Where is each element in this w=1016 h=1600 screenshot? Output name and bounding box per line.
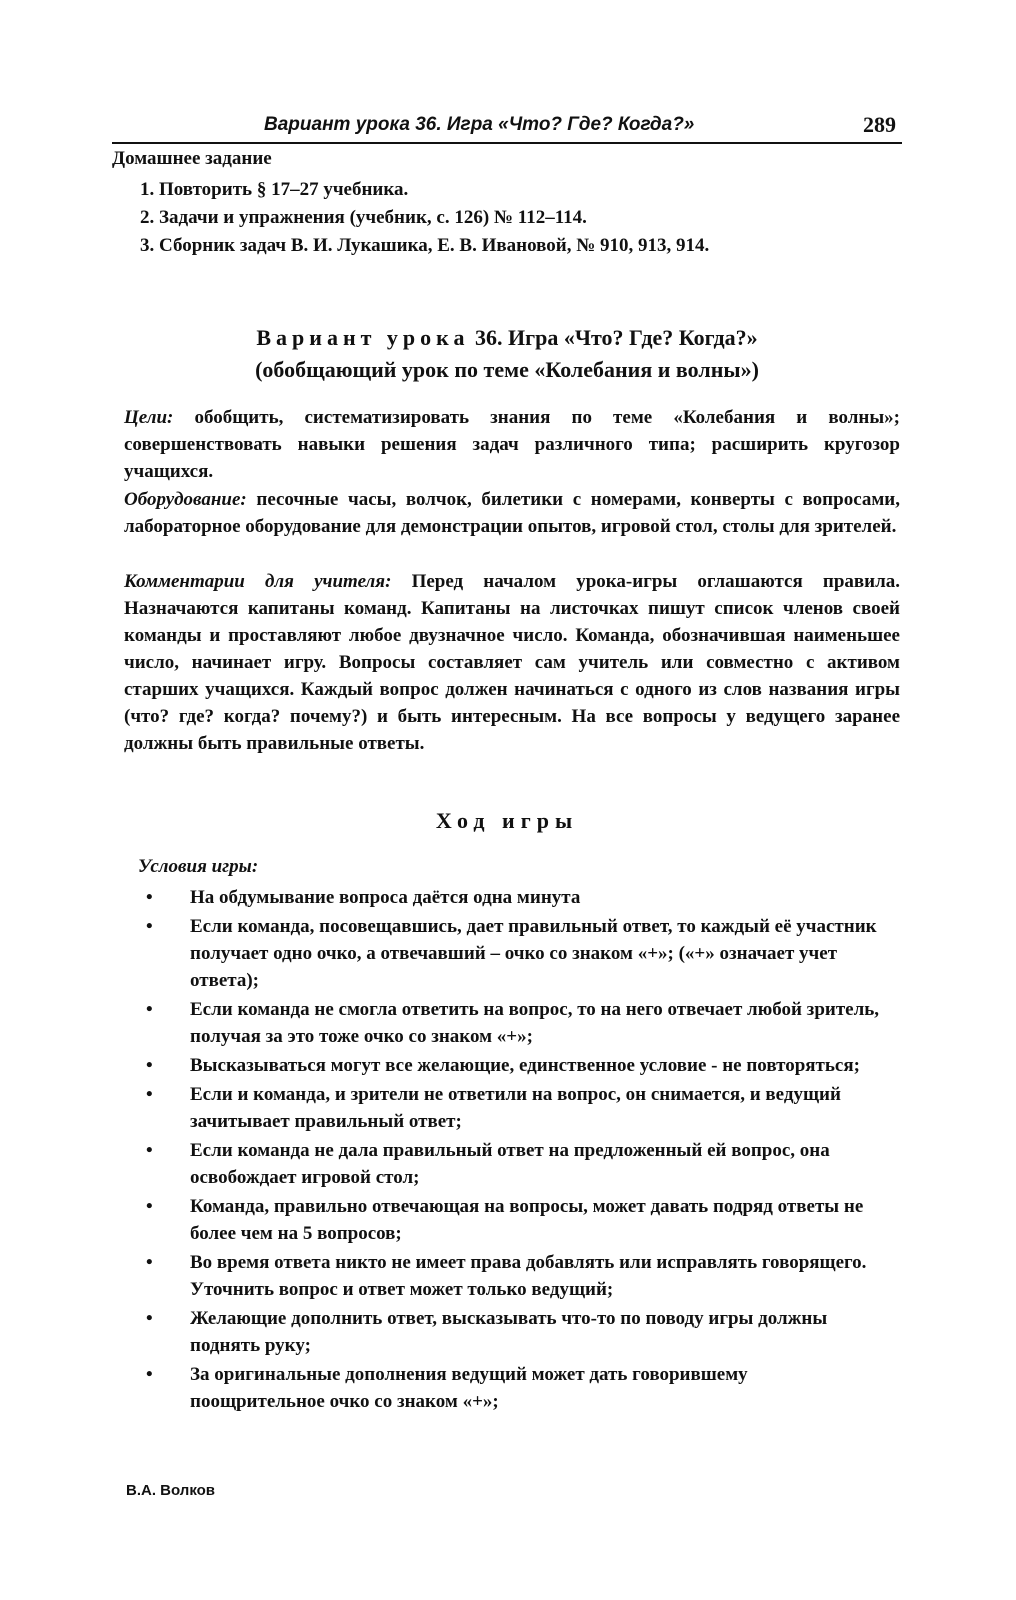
equipment-label: Оборудование:	[124, 489, 247, 510]
equipment-text: песочные часы, волчок, билетики с номерами, конверты с вопросами, лабораторное оборудование для демонстрации опытов, игровой стол, столы для зрителей.	[124, 489, 900, 537]
rule-text: Если команда не смогла ответить на вопрос, то на него отвечает любой зритель, получая за это тоже очко со знаком «+»;	[190, 999, 880, 1047]
bullet-icon: •	[146, 1252, 153, 1273]
goals-text: обобщить, систематизировать знания по теме «Колебания и волны»; совершенствовать навыки решения задач различного типа; расширить кругозор учащихся.	[124, 407, 900, 482]
rule-text: Если команда, посовещавшись, дает правильный ответ, то каждый её участник получает одно очко, а отвечавший – очко со знаком «+»; («+» означает учет ответа);	[190, 916, 877, 991]
list-item	[140, 1361, 880, 1415]
homework-item: 2. Задачи и упражнения (учебник, с. 126) № 112–114.	[140, 207, 587, 228]
list-item	[140, 913, 880, 994]
bullet-icon: •	[146, 1084, 153, 1105]
list-item	[140, 1081, 880, 1135]
rules-list	[140, 884, 880, 1417]
list-item	[140, 1052, 880, 1079]
lesson-subtitle: (обобщающий урок по теме «Колебания и волны»)	[255, 357, 759, 382]
list-item	[140, 1137, 880, 1191]
rule-text: Во время ответа никто не имеет права добавлять или исправлять говорящего. Уточнить вопрос и ответ может только ведущий;	[190, 1252, 867, 1300]
bullet-icon: •	[146, 1308, 153, 1329]
lesson-title-spaced: Вариант урока	[256, 325, 470, 350]
list-item	[140, 1305, 880, 1359]
list-item	[140, 1193, 880, 1247]
equipment-paragraph	[124, 486, 900, 540]
running-header	[112, 112, 902, 144]
rule-text: На обдумывание вопроса даётся одна минута	[190, 887, 581, 908]
list-item	[140, 884, 880, 911]
list-item	[140, 1249, 880, 1303]
bullet-icon: •	[146, 1140, 153, 1161]
rule-text: За оригинальные дополнения ведущий может дать говорившему поощрительное очко со знаком «+»;	[190, 1364, 748, 1412]
footer-author: В.А. Волков	[126, 1482, 216, 1499]
homework-item: 1. Повторить § 17–27 учебника.	[140, 179, 409, 200]
rule-text: Высказываться могут все желающие, единственное условие - не повторяться;	[190, 1055, 860, 1076]
bullet-icon: •	[146, 999, 153, 1020]
homework-heading: Домашнее задание	[112, 148, 272, 169]
goals-label: Цели:	[124, 407, 174, 428]
lesson-title	[112, 322, 902, 386]
rule-text: Если и команда, и зрители не ответили на вопрос, он снимается, и ведущий зачитывает правильный ответ;	[190, 1084, 841, 1132]
page-number: 289	[863, 112, 896, 137]
homework-item: 3. Сборник задач В. И. Лукашика, Е. В. Ивановой, № 910, 913, 914.	[140, 235, 710, 256]
bullet-icon: •	[146, 1196, 153, 1217]
bullet-icon: •	[146, 1055, 153, 1076]
conditions-heading: Условия игры:	[138, 856, 259, 877]
goals-paragraph	[124, 404, 900, 485]
list-item	[140, 996, 880, 1050]
bullet-icon: •	[146, 916, 153, 937]
rule-text: Если команда не дала правильный ответ на предложенный ей вопрос, она освобождает игровой стол;	[190, 1140, 830, 1188]
lesson-title-rest: 36. Игра «Что? Где? Когда?»	[475, 325, 758, 350]
bullet-icon: •	[146, 1364, 153, 1385]
section-title: Ход игры	[435, 808, 579, 833]
running-title: Вариант урока 36. Игра «Что? Где? Когда?»	[264, 114, 695, 135]
homework-list	[140, 176, 709, 260]
comments-label: Комментарии для учителя:	[124, 571, 392, 592]
comments-text: Перед началом урока-игры оглашаются правила. Назначаются капитаны команд. Капитаны на листочках пишут список членов своей команды и проставляют любое двузначное число. Команда, обозначившая наименьшее число, начинает игру. Вопросы составляет сам учитель или совместно с активом старших учащихся. Каждый вопрос должен начинаться с одного из слов названия игры (что? где? когда? почему?) и быть интересным. На все вопросы у ведущего заранее должны быть правильные ответы.	[124, 571, 901, 754]
rule-text: Желающие дополнить ответ, высказывать что-то по поводу игры должны поднять руку;	[190, 1308, 828, 1356]
comments-paragraph	[124, 568, 900, 757]
rule-text: Команда, правильно отвечающая на вопросы, может давать подряд ответы не более чем на 5 вопросов;	[190, 1196, 864, 1244]
bullet-icon: •	[146, 887, 153, 908]
